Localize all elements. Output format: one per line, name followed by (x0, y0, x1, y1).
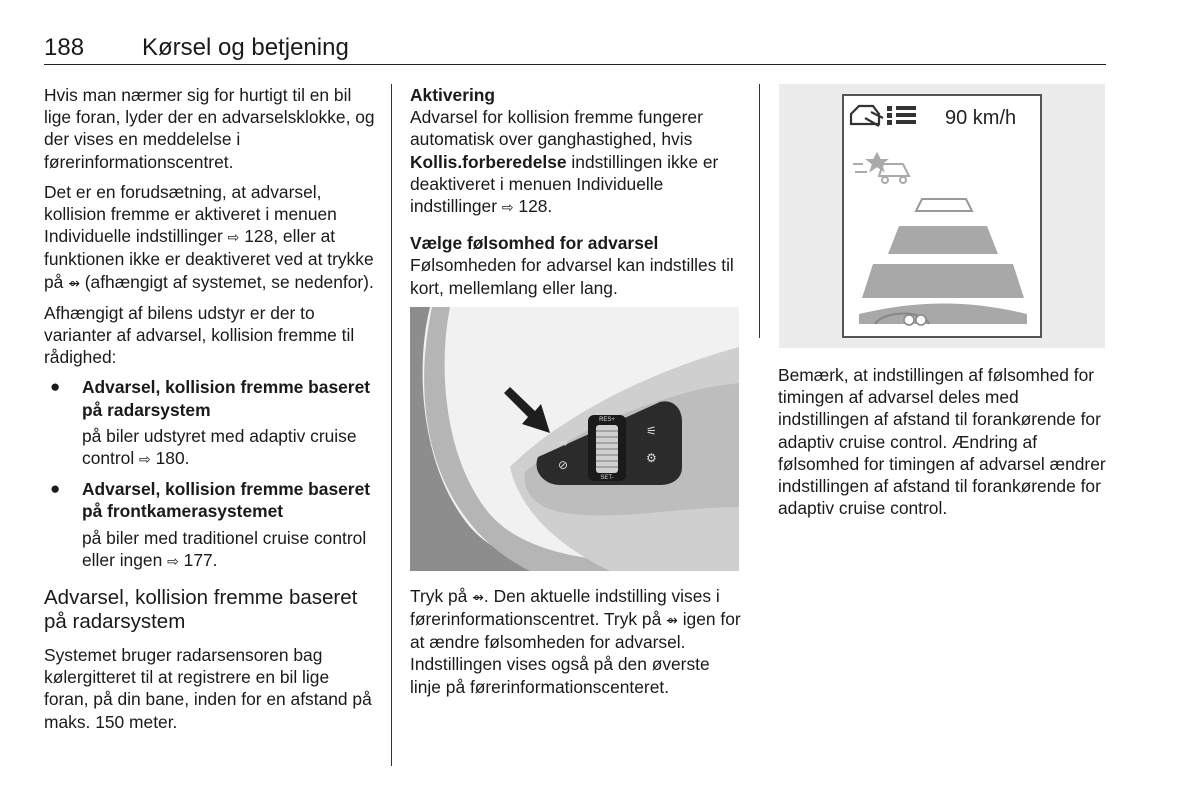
paragraph: Systemet bruger radarsensoren bag kølergitteret til at registrere en bil lige foran, på din bane, inden for en afstand på maks. 150 meter. (44, 645, 372, 732)
section-title: Advarsel, kollision fremme baseret på radarsystem (44, 586, 358, 634)
column-middle (410, 84, 744, 706)
list-item (44, 376, 378, 470)
page-ref: 177 (183, 549, 213, 570)
res-label: RES+ (599, 416, 615, 423)
collision-button-icon: ⇴ (68, 274, 80, 291)
paragraph: Det er en forudsætning, at advarsel, kollision fremme er aktiveret i menuen Individuelle indstillinger ⇨ 128, eller at funktionen ikke er deaktiveret ved at trykke på ⇴ (afhængigt af systemet, se nedenfor). (44, 181, 374, 292)
page-ref: 128 (244, 226, 274, 247)
page-header (44, 34, 1106, 65)
setting-name: Kollis.forberedelse (410, 151, 567, 172)
paragraph: Bemærk, at indstillingen af følsomhed for timingen af advarsel deles med indstillingen af afstand til forankørende for adaptiv cruise control. Ændring af følsomhed for timingen af advarsel ændrer indstillingen af afstand til forankørende for adaptiv cruise control. (778, 365, 1106, 519)
column-left (44, 84, 378, 741)
page-ref: 180 (155, 448, 185, 469)
column-divider (759, 84, 760, 338)
gap-bar-medium (888, 226, 998, 254)
page-ref-arrow-icon: ⇨ (167, 552, 179, 569)
list-item-title: Advarsel, kollision fremme baseret på radarsystem (82, 377, 371, 420)
collision-button-icon: ⇴ (472, 588, 484, 605)
paragraph: Tryk på ⇴. Den aktuelle indstilling vises i førerinformationscentret. Tryk på ⇴ igen for at ændre følsomheden for advarsel. Indstillingen vises også på den øverste linje på førerinformationscenteret. (410, 585, 741, 697)
page-number: 188 (44, 34, 85, 61)
paragraph: Følsomheden for advarsel kan indstilles til kort, mellemlang eller lang. (410, 255, 734, 298)
collision-button-icon: ⇴ (558, 435, 569, 450)
list-item-body: på biler udstyret med adaptiv cruise control ⇨ 180. (82, 425, 357, 469)
bullet-icon: ● (50, 479, 61, 499)
paragraph: Hvis man nærmer sig for hurtigt til en bil lige foran, lyder der en advarselsklokke, og der vises en meddelelse i førerinformationscentret. (44, 85, 375, 172)
page-ref-arrow-icon: ⇨ (139, 451, 151, 468)
list-item-body: på biler med traditionel cruise control eller ingen ⇨ 177. (82, 527, 367, 570)
gap-bar-short (916, 199, 972, 211)
page-ref-arrow-icon: ⇨ (227, 229, 240, 246)
page-ref: 128 (518, 196, 548, 217)
following-distance-icon (887, 106, 916, 125)
subheading: Aktivering (410, 85, 496, 105)
paragraph: Advarsel for kollision fremme fungerer automatisk over ganghastighed, hvis Kollis.forberedelse indstillingen ikke er deaktiveret i menuen Individuelle indstillinger ⇨ 128. (410, 107, 719, 217)
paragraph: Afhængigt af bilens udstyr er der to varianter af advarsel, kollision fremme til rådighed: (44, 302, 355, 368)
gap-button-icon: ⚟ (646, 423, 657, 438)
page-ref-arrow-icon: ⇨ (501, 199, 514, 216)
driver-info-display-figure (779, 84, 1105, 348)
set-label: SET- (600, 474, 614, 481)
steering-wheel-figure (410, 307, 739, 571)
list-item-title: Advarsel, kollision fremme baseret på frontkamerasystemet (82, 479, 371, 522)
collision-button-icon: ⇴ (666, 612, 678, 629)
column-divider (391, 84, 392, 766)
cruise-button-icon: ⊘ (558, 457, 569, 472)
list-item (44, 478, 378, 572)
column-right (778, 364, 1108, 519)
subheading: Vælge følsomhed for advarsel (410, 233, 659, 254)
gap-bar-long (862, 264, 1024, 298)
chapter-title: Kørsel og betjening (142, 34, 349, 61)
bullet-icon: ● (50, 377, 61, 397)
speed-readout: 90 km/h (945, 107, 1017, 129)
limiter-button-icon: ⚙ (646, 450, 657, 465)
